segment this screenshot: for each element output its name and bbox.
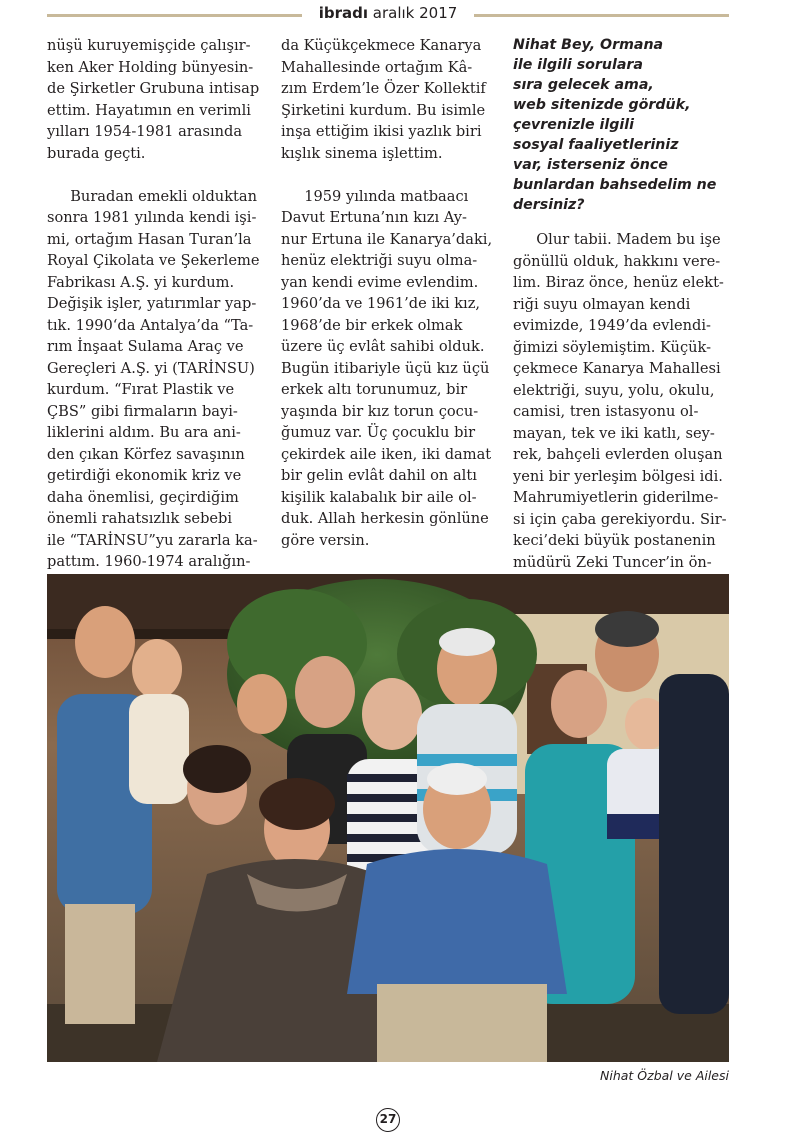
text-line: Mahrumiyetlerin giderilme- [513,489,719,506]
text-line: erkek altı torunumuz, bir [281,381,468,398]
text-line: ken Aker Holding bünyesin- [47,58,254,76]
text-line: Mahallesinde ortağım Kâ- [281,58,473,76]
text-line: üzere üç evlât sahibi olduk. [281,338,485,355]
text-line: 1960’da ve 1961’de iki kız, [281,295,481,312]
text-line: rım İnşaat Sulama Araç ve [47,338,244,355]
text-line: ğimizi söylemiştim. Küçük- [513,338,712,356]
text-line: mayan, tek ve iki katlı, sey- [513,424,715,442]
text-line: lim. Biraz önce, henüz elekt- [513,274,724,291]
text-line: sonra 1981 yılında kendi işi- [47,209,257,226]
text-line: müdürü Zeki Tuncer’in ön- [513,553,712,571]
text-line: Şirketini kurdum. Bu isimle [281,101,486,119]
text-line: getirdiği ekonomik kriz ve [47,467,242,484]
text-line: henüz elektriği suyu olma- [281,252,478,269]
text-line: si için çaba gerekiyordu. Sir- [513,510,727,528]
text-line: riği suyu olmayan kendi [513,295,691,313]
text-line: elektriği, suyu, yolu, okulu, [513,381,715,399]
text-line: Davut Ertuna’nın kızı Ay- [281,209,467,226]
text-line: yeni bir yerleşim bölgesi idi. [513,467,723,485]
header-title [306,4,470,22]
text-line: bir gelin evlât dahil on altı [281,467,477,484]
text-line: bunlardan bahsedelim ne [513,177,717,193]
text-line: çekirdek aile iken, iki damat [281,445,492,463]
text-line: tık. 1990‘da Antalya’da “Ta- [47,316,254,334]
text-line: Fabrikası A.Ş. yi kurdum. [47,273,235,291]
paragraph-gap [47,164,263,186]
text-line: liklerini aldım. Bu ara ani- [47,424,241,441]
text-line: ğumuz var. Üç çocuklu bir [281,424,476,441]
text-line: Bugün itibariyle üçü kız üçü [281,359,490,377]
header-rule-right [474,14,729,17]
text-line: Buradan emekli olduktan [47,187,258,205]
text-line: web sitenizde gördük, [513,97,691,113]
text-column-2 [281,35,497,551]
text-line: da Küçükçekmece Kanarya [281,37,482,54]
header-rule-left [47,14,302,17]
text-line: pattım. 1960-1974 aralığın- [47,553,251,570]
paragraph-gap [281,164,497,186]
text-line: nur Ertuna ile Kanarya’daki, [281,230,493,248]
text-line: keci’deki büyük postanenin [513,532,716,549]
text-line: sıra gelecek ama, [513,77,654,93]
text-line: ÇBS” gibi firmaların bayi- [47,402,238,420]
page-number: 27 [376,1108,400,1132]
text-line: Gereçleri A.Ş. yi (TARİNSU) [47,359,255,377]
text-line: yan kendi evime evlendim. [281,273,479,291]
family-photo [47,574,729,1062]
text-line: ile ilgili sorulara [513,57,643,73]
text-line: ettim. Hayatımın en verimli [47,101,251,119]
text-line: ile “TARİNSU”yu zararla ka- [47,531,258,549]
text-line: gönüllü olduk, hakkını vere- [513,252,721,270]
issue-date: aralık 2017 [372,4,458,22]
text-line: kişilik kalabalık bir aile ol- [281,488,477,506]
text-line: Royal Çikolata ve Şekerleme [47,252,260,269]
text-line: den çıkan Körfez savaşının [47,445,245,463]
text-line: yılları 1954-1981 arasında [47,123,243,140]
text-line: Olur tabii. Madem bu işe [513,231,721,248]
text-line: burada geçti. [47,144,146,162]
text-line: göre versin. [281,531,370,549]
text-line: sosyal faaliyetleriniz [513,137,679,153]
photo-caption: Nihat Özbal ve Ailesi [600,1068,729,1083]
text-line: zım Erdem’le Özer Kollektif [281,80,486,97]
running-header [47,6,729,24]
text-line: 1959 yılında matbaacı [281,187,469,205]
text-line: önemli rahatsızlık sebebi [47,510,233,527]
text-line: 1968’de bir erkek olmak [281,316,463,334]
interview-answer [513,229,729,573]
text-line: duk. Allah herkesin gönlüne [281,510,489,527]
text-line: nüşü kuruyemişçide çalışır- [47,37,251,54]
text-line: çekmece Kanarya Mahallesi [513,360,721,377]
text-line: inşa ettiğim ikisi yazlık biri [281,123,482,140]
text-line: çevrenizle ilgili [513,117,635,133]
magazine-name: ibradı [318,4,368,22]
text-line: evimizde, 1949’da evlendi- [513,317,711,334]
text-line: camisi, tren istasyonu ol- [513,403,699,420]
text-line: var, isterseniz önce [513,157,668,173]
interview-question [513,35,729,215]
text-line: kurdum. “Fırat Plastik ve [47,381,235,398]
text-line: Nihat Bey, Ormana [513,37,664,53]
text-column-3 [513,35,729,573]
text-column-1 [47,35,263,573]
text-line: mi, ortağım Hasan Turan’la [47,230,252,248]
text-line: dersiniz? [513,197,585,213]
text-line: de Şirketler Grubuna intisap [47,80,260,97]
text-line: kışlık sinema işlettim. [281,144,443,162]
text-line: rek, bahçeli evlerden oluşan [513,446,723,463]
text-line: yaşında bir kız torun çocu- [281,402,479,420]
text-line: Değişik işler, yatırımlar yap- [47,295,257,312]
text-line: daha önemlisi, geçirdiğim [47,488,239,506]
